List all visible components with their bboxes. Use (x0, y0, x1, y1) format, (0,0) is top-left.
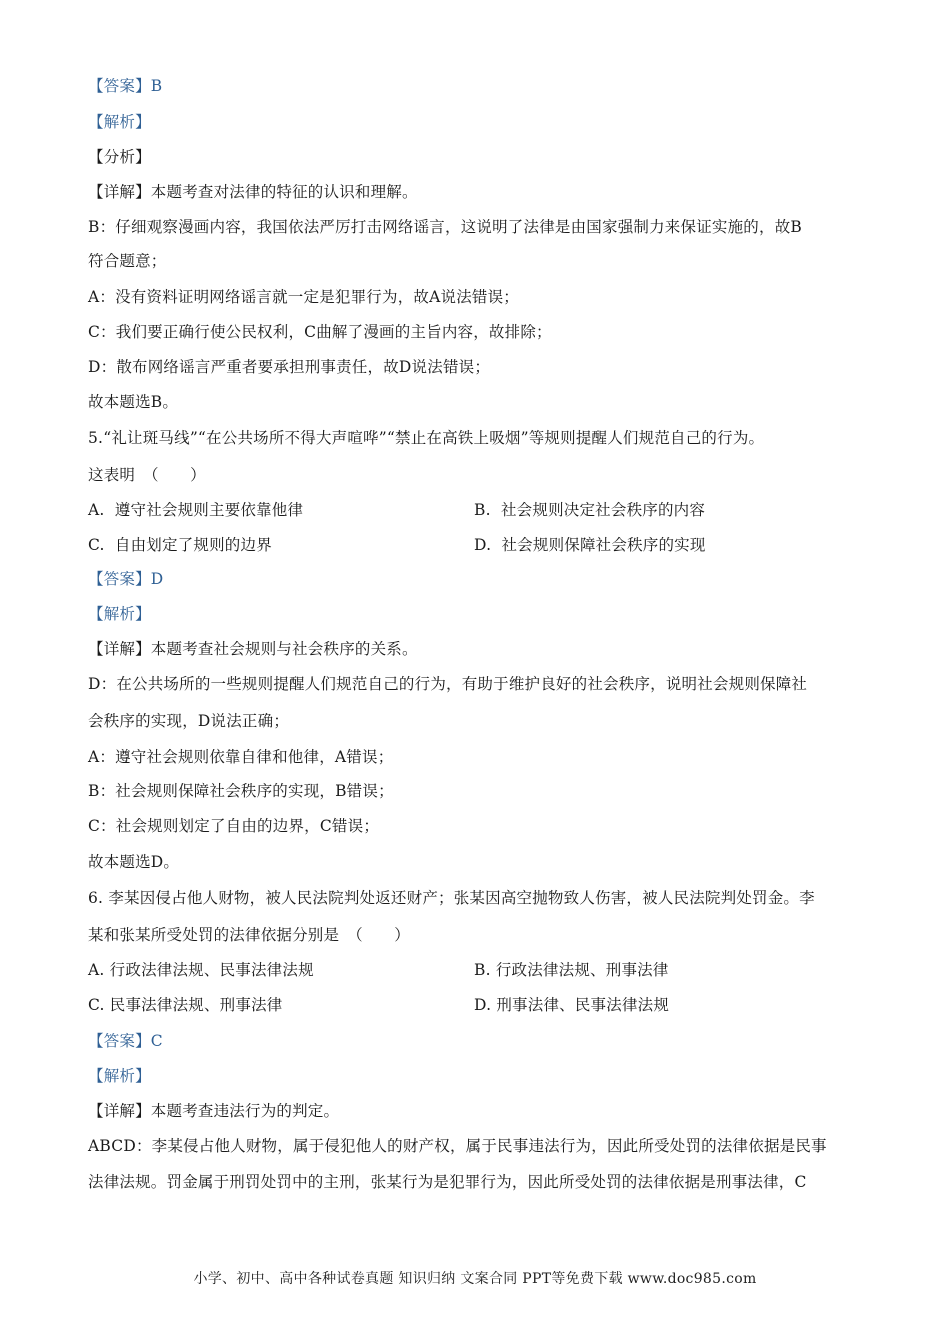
answer-label: 【答案】C (88, 1032, 163, 1050)
q5-option-c (88, 534, 272, 556)
option-label: B. (474, 961, 491, 979)
q6-option-c (88, 994, 282, 1016)
option-label: A. (88, 961, 105, 979)
detail-line: D：散布网络谣言严重者要承担刑事责任，故D说法错误； (88, 358, 491, 376)
detail-line: 会秩序的实现，D说法正确； (88, 712, 290, 730)
detail-line: C：社会规则划定了自由的边界，C错误； (88, 817, 380, 835)
detail-line: A：没有资料证明网络谣言就一定是犯罪行为，故A说法错误； (88, 288, 519, 306)
option-label: A. (88, 501, 105, 519)
option-label: D. (474, 536, 492, 554)
q6-option-d (474, 994, 669, 1016)
option-text: 行政法律法规、刑事法律 (495, 961, 669, 979)
conclusion-line: 故本题选D。 (88, 853, 180, 871)
option-label: C. (88, 996, 105, 1014)
q6-option-a (88, 959, 314, 981)
option-label: B. (474, 501, 491, 519)
analysis-label: 【解析】 (88, 605, 151, 623)
detail-line: C：我们要正确行使公民权利，C曲解了漫画的主旨内容，故排除； (88, 323, 552, 341)
option-text: 刑事法律、民事法律法规 (496, 996, 670, 1014)
detail-line: 【详解】本题考查社会规则与社会秩序的关系。 (88, 640, 418, 658)
answer-label: 【答案】B (88, 77, 163, 95)
detail-line: A：遵守社会规则依靠自律和他律，A错误； (88, 748, 394, 766)
option-text: 社会规则决定社会秩序的内容 (500, 501, 706, 519)
option-text: 遵守社会规则主要依靠他律 (114, 501, 304, 519)
detail-line: 法律法规。罚金属于刑罚处罚中的主刑，张某行为是犯罪行为，因此所受处罚的法律依据是刑事法律，C (88, 1173, 807, 1191)
option-label: D. (474, 996, 492, 1014)
option-text: 行政法律法规、民事法律法规 (109, 961, 314, 979)
detail-line: 【详解】本题考查对法律的特征的认识和理解。 (88, 183, 418, 201)
option-text: 民事法律法规、刑事法律 (109, 996, 283, 1014)
q5-option-d (474, 534, 706, 556)
question-6-stem: 6. 李某因侵占他人财物，被人民法院判处返还财产；张某因高空抛物致人伤害，被人民法院判处罚金。李 (88, 889, 815, 907)
conclusion-line: 故本题选B。 (88, 393, 179, 411)
breakdown-label: 【分析】 (88, 148, 151, 166)
option-text: 自由划定了规则的边界 (114, 536, 272, 554)
q5-option-b (474, 499, 705, 521)
analysis-label: 【解析】 (88, 1067, 151, 1085)
detail-line: B：仔细观察漫画内容，我国依法严厉打击网络谣言，这说明了法律是由国家强制力来保证实施的，故B (88, 218, 802, 236)
q5-option-a (88, 499, 303, 521)
page-footer: 小学、初中、高中各种试卷真题 知识归纳 文案合同 PPT等免费下载 www.doc985.com (193, 1271, 757, 1287)
question-5-stem: 5.“礼让斑马线”“在公共场所不得大声喧哗”“禁止在高铁上吸烟”等规则提醒人们规范自己的行为。 (88, 429, 765, 447)
detail-line: ABCD：李某侵占他人财物，属于侵犯他人的财产权，属于民事违法行为，因此所受处罚的法律依据是民事 (88, 1137, 827, 1155)
answer-label: 【答案】D (88, 570, 164, 588)
detail-line: D：在公共场所的一些规则提醒人们规范自己的行为，有助于维护良好的社会秩序，说明社会规则保障社 (88, 675, 808, 693)
detail-line: B：社会规则保障社会秩序的实现，B错误； (88, 782, 394, 800)
question-6-stem: 某和张某所受处罚的法律依据分别是 （ ） (88, 926, 410, 944)
question-5-stem: 这表明 （ ） (88, 466, 206, 484)
option-text: 社会规则保障社会秩序的实现 (501, 536, 706, 554)
analysis-label: 【解析】 (88, 113, 151, 131)
detail-line: 【详解】本题考查违法行为的判定。 (88, 1102, 340, 1120)
detail-line: 符合题意； (88, 252, 167, 270)
q6-option-b (474, 959, 669, 981)
option-label: C. (88, 536, 105, 554)
